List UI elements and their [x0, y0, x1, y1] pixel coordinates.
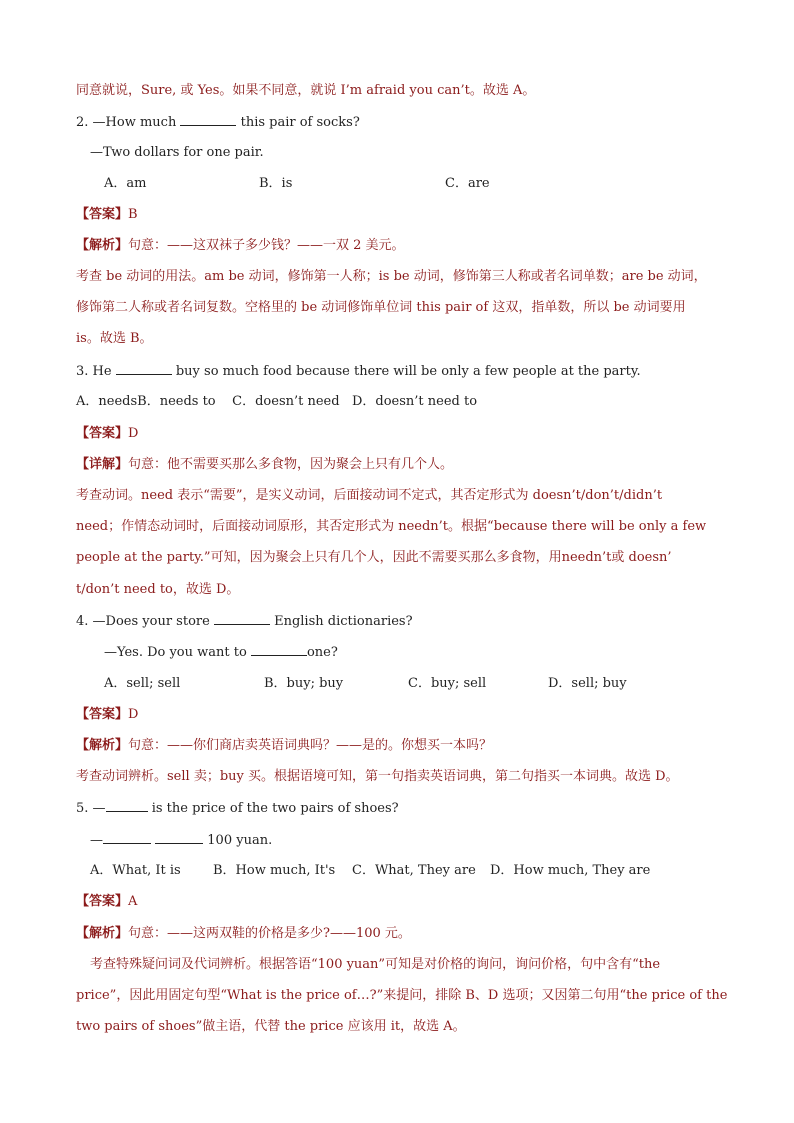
q4-reply [104, 642, 338, 662]
q4-analysis-label: 【解析】 [76, 738, 129, 753]
q5-explain-line-1: 考查特殊疑问词及代词辨析。根据答语“100 yuan”可知是对价格的询问，询问价格，句中含有“the [90, 957, 661, 972]
q3-analysis-meaning: 句意：他不需要买那么多食物，因为聚会上只有几个人。 [128, 457, 454, 472]
q5-analysis-label: 【解析】 [76, 926, 129, 941]
q2-analysis-label: 【解析】 [76, 238, 129, 253]
q4-option-d: D．sell; buy [548, 676, 627, 691]
q4-option-a: A．sell; sell [104, 676, 181, 691]
q4-option-c: C．buy; sell [408, 676, 487, 691]
q5-stem-post: is the price of the two pairs of shoes? [151, 801, 399, 816]
q2-explain-line-3: is。故选 B。 [76, 331, 153, 346]
q3-explain-line-3: people at the party.”可知，因为聚会上只有几个人，因此不需要买那么多食物，用needn’t或 doesn’ [76, 550, 672, 565]
q5-explain-line-2: price”，因此用固定句型“What is the price of…?”来提问，排除 B、D 选项；又因第二句用“the price of the [76, 988, 728, 1003]
q4-stem-pre: 4. —Does your store [76, 614, 210, 629]
q3-explain-line-1: 考查动词。need 表示“需要”，是实义动词，后面接动词不定式，其否定形式为 doesn’t/don’t/didn’t [76, 488, 663, 503]
q4-reply-post: one? [306, 645, 338, 660]
q2-analysis-meaning: 句意：——这双袜子多少钱？——一双 2 美元。 [128, 238, 405, 253]
q4-explain-line-1: 考查动词辨析。sell 卖；buy 买。根据语境可知，第一句指卖英语词典，第二句指买一本词典。故选 D。 [76, 769, 679, 784]
q4-answer [76, 705, 138, 725]
q4-answer-label: 【答案】 [76, 707, 129, 722]
q5-blank-3 [155, 830, 203, 844]
q3-answer-label: 【答案】 [76, 426, 129, 441]
q2-option-a: A．am [104, 176, 147, 191]
q5-analysis-meaning: 句意：——这两双鞋的价格是多少?——100 元。 [128, 926, 411, 941]
q2-option-b: B．is [259, 176, 293, 191]
q5-answer-value: A [128, 894, 138, 909]
q5-option-a: A．What, It is [90, 863, 181, 878]
q2-option-c: C．are [445, 176, 490, 191]
q5-explain-line-3: two pairs of shoes”做主语，代替 the price 应该用 it，故选 A。 [76, 1019, 466, 1034]
q5-reply-pre: — [90, 833, 103, 848]
q4-reply-pre: —Yes. Do you want to [104, 645, 247, 660]
q3-blank [116, 361, 172, 375]
q3-explain-line-2: need；作情态动词时，后面接动词原形，其否定形式为 needn’t。根据“because there will be only a few [76, 519, 707, 534]
q5-blank-1 [106, 798, 148, 812]
q2-stem-post: this pair of socks? [240, 115, 360, 130]
q4-stem-post: English dictionaries? [274, 614, 413, 629]
q3-stem-pre: 3. He [76, 364, 112, 379]
q5-option-b: B．How much, It's [213, 863, 336, 878]
q2-answer-value: B [128, 207, 138, 222]
q2-answer [76, 205, 138, 225]
q4-option-b: B．buy; buy [264, 676, 344, 691]
q4-answer-value: D [128, 707, 139, 722]
q5-option-d: D．How much, They are [490, 863, 651, 878]
q3-stem-post: buy so much food because there will be only a few people at the party. [175, 364, 641, 379]
q2-analysis [76, 236, 405, 256]
q2-answer-label: 【答案】 [76, 207, 129, 222]
q3-analysis [76, 455, 453, 475]
q3-analysis-label: 【详解】 [76, 457, 129, 472]
q5-blank-2 [103, 830, 151, 844]
q5-analysis [76, 924, 411, 944]
q5-option-c: C．What, They are [352, 863, 476, 878]
q2-reply: —Two dollars for one pair. [90, 145, 264, 160]
q5-reply [90, 830, 272, 850]
q3-options: A．needsB．needs to C．doesn’t need D．doesn’t need to [76, 394, 478, 409]
q4-analysis-meaning: 句意：——你们商店卖英语词典吗？——是的。你想买一本吗？ [128, 738, 493, 753]
q3-explain-line-4: t/don’t need to，故选 D。 [76, 582, 240, 597]
q2-blank [180, 112, 236, 126]
q5-answer-label: 【答案】 [76, 894, 129, 909]
q3-answer-value: D [128, 426, 139, 441]
q5-stem-pre: 5. — [76, 801, 106, 816]
q1-explanation-tail: 同意就说，Sure, 或 Yes。如果不同意，就说 I’m afraid you can’t。故选 A。 [76, 83, 536, 98]
q4-analysis [76, 736, 492, 756]
q5-stem [76, 798, 399, 818]
q4-stem [76, 611, 413, 631]
q2-stem [76, 112, 360, 132]
q4-blank-2 [251, 642, 307, 656]
q4-blank-1 [214, 611, 270, 625]
q5-answer [76, 892, 137, 912]
q2-stem-pre: 2. —How much [76, 115, 177, 130]
q2-explain-line-1: 考查 be 动词的用法。am be 动词，修饰第一人称；is be 动词，修饰第三人称或者名词单数；are be 动词， [76, 269, 707, 284]
q2-explain-line-2: 修饰第二人称或者名词复数。空格里的 be 动词修饰单位词 this pair of 这双，指单数，所以 be 动词要用 [76, 300, 686, 315]
q5-reply-post: 100 yuan. [207, 833, 273, 848]
q3-answer [76, 424, 138, 444]
q3-stem [76, 361, 641, 381]
